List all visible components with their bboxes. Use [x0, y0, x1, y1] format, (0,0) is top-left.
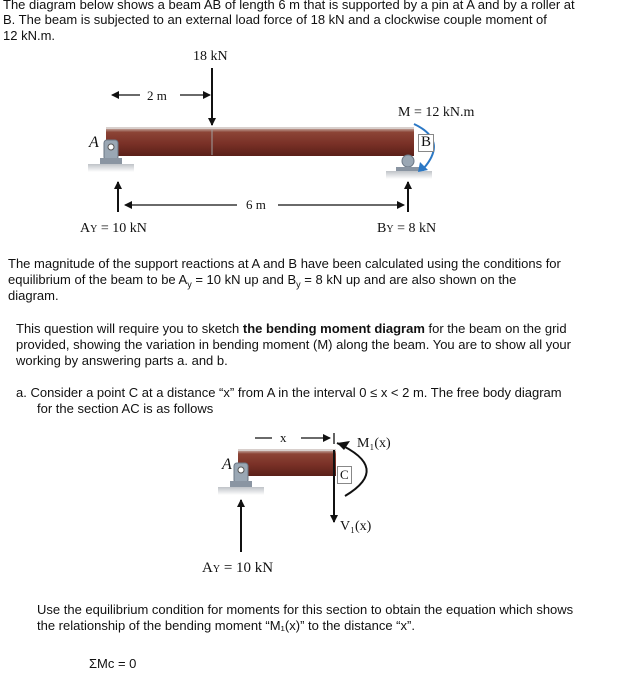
reaction-a-label: AY = 10 kN — [80, 221, 147, 236]
part-a-line-1: a. Consider a point C at a distance “x” from A in the interval 0 ≤ x < 2 m. The free body diagram — [16, 385, 562, 400]
moment-label: M = 12 kN.m — [398, 105, 475, 120]
beam-ab — [106, 128, 414, 156]
reaction-fbd-label: AY = 10 kN — [202, 560, 274, 576]
reactions-line-2: equilibrium of the beam to be $A_y = 10$ kN up and $B_y = 8$ kN up and are also shown on the — [8, 272, 517, 290]
reaction-b-label: BY = 8 kN — [377, 221, 437, 236]
question-line-3: working by answering parts a. and b. — [16, 353, 228, 368]
span-label: 6 m — [246, 197, 266, 212]
question-line-2: provided, showing the variation in bending moment (M) along the beam. You are to show all your — [16, 337, 571, 352]
reactions-line-1: The magnitude of the support reactions at A and B have been calculated using the conditions for — [8, 256, 561, 271]
point-b-label: B — [418, 134, 434, 152]
instruction-line-2: the relationship of the bending moment “M₁(x)” to the distance “x”. — [37, 618, 415, 633]
moment-m1-label: M₁(x) — [357, 436, 391, 451]
reactions-line-3: diagram. — [8, 288, 59, 303]
point-a-fbd-label: A — [222, 456, 232, 473]
point-a-label: A — [89, 134, 99, 151]
instruction-line-1: Use the equilibrium condition for moments for this section to obtain the equation which shows — [37, 602, 574, 617]
equilibrium-equation: ΣMc = 0 — [89, 656, 137, 671]
intro-line-1: The diagram below shows a beam AB of length 6 m that is supported by a pin at A and by a roller at — [3, 0, 575, 12]
part-a-line-2: for the section AC is as follows — [37, 401, 214, 416]
intro-line-3: 12 kN.m. — [3, 28, 56, 43]
shear-v1-label: V₁(x) — [340, 519, 372, 534]
load-label: 18 kN — [193, 49, 228, 64]
question-line-1: This question will require you to sketch the bending moment diagram for the beam on the grid — [16, 321, 567, 336]
intro-line-2: B. The beam is subjected to an external load force of 18 kN and a clockwise couple moment of — [3, 12, 547, 27]
section-ac — [238, 450, 336, 476]
x-label: x — [280, 430, 287, 445]
load-distance-label: 2 m — [147, 88, 167, 103]
point-c-label: C — [337, 466, 352, 484]
